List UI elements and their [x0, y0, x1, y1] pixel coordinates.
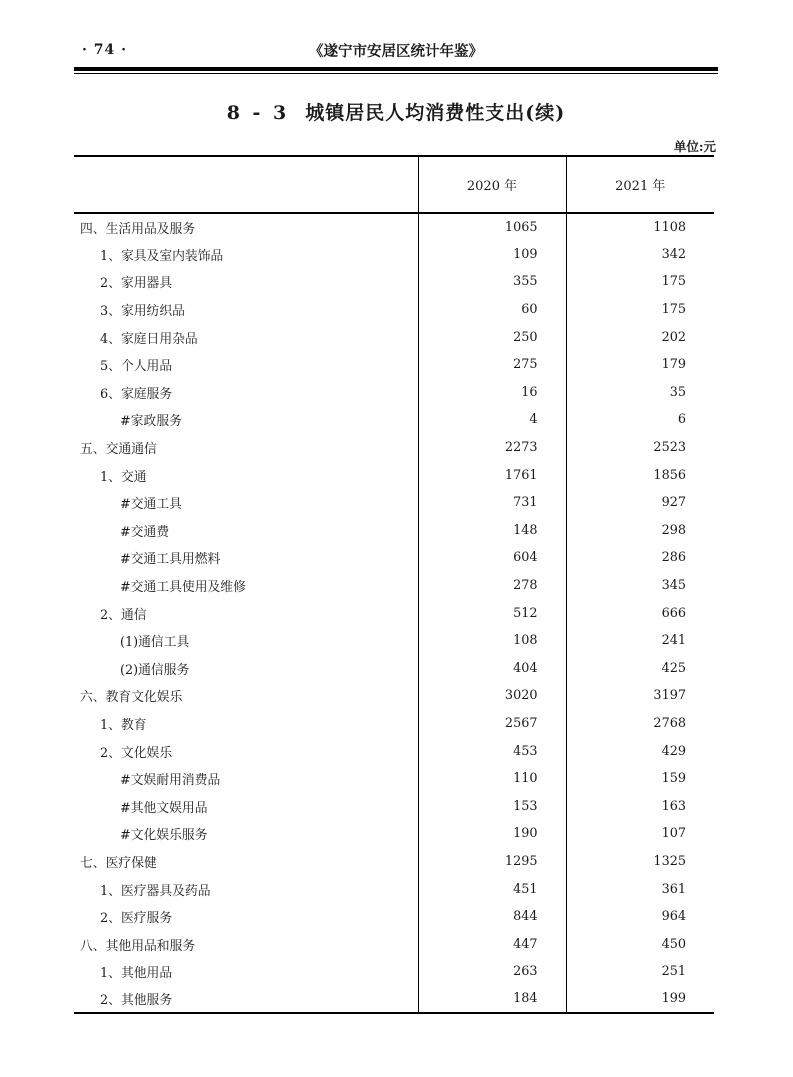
table-row	[74, 655, 714, 683]
table-row	[74, 572, 714, 600]
row-value-2020: 447	[418, 930, 566, 958]
row-value-2021: 6	[566, 406, 714, 434]
header-cell-2021: 2021 年	[566, 156, 714, 213]
page-content	[74, 40, 718, 1014]
row-label: #交通工具	[120, 497, 182, 513]
row-value-2021: 298	[566, 517, 714, 545]
page-number: · 74 ·	[82, 42, 127, 58]
row-value-2021: 425	[566, 655, 714, 683]
row-value-2020: 109	[418, 241, 566, 269]
header-rule-thin	[74, 73, 718, 74]
row-label: #交通工具使用及维修	[120, 580, 246, 596]
table-row	[74, 903, 714, 931]
row-value-2021: 927	[566, 489, 714, 517]
row-value-2020: 153	[418, 792, 566, 820]
table-row	[74, 627, 714, 655]
row-value-2020: 263	[418, 958, 566, 986]
row-label: (2)通信服务	[120, 662, 190, 678]
row-label: #交通费	[120, 524, 170, 540]
row-value-2021: 241	[566, 627, 714, 655]
row-label: 3、家用纺织品	[100, 304, 185, 320]
table-row	[74, 875, 714, 903]
row-value-2020: 844	[418, 903, 566, 931]
row-value-2021: 251	[566, 958, 714, 986]
row-value-2020: 453	[418, 737, 566, 765]
row-value-2020: 250	[418, 323, 566, 351]
row-value-2021: 202	[566, 323, 714, 351]
row-value-2020: 110	[418, 765, 566, 793]
row-value-2021: 175	[566, 296, 714, 324]
row-value-2021: 429	[566, 737, 714, 765]
table-row	[74, 765, 714, 793]
row-label: #其他文娱用品	[120, 800, 208, 816]
row-label: 1、医疗器具及药品	[100, 883, 211, 899]
table-row	[74, 930, 714, 958]
row-label: 1、交通	[100, 469, 147, 485]
row-value-2021: 286	[566, 544, 714, 572]
row-value-2021: 361	[566, 875, 714, 903]
row-value-2020: 731	[418, 489, 566, 517]
row-label: 5、个人用品	[100, 359, 173, 375]
row-label: 七、医疗保健	[80, 855, 157, 871]
header-cell-2020: 2020 年	[418, 156, 566, 213]
row-label: 4、家庭日用杂品	[100, 331, 198, 347]
table-row	[74, 406, 714, 434]
table-title	[74, 98, 718, 125]
table-title-number: 8 - 3	[226, 102, 290, 124]
table-row	[74, 820, 714, 848]
table-row	[74, 379, 714, 407]
row-value-2020: 404	[418, 655, 566, 683]
row-value-2020: 4	[418, 406, 566, 434]
row-value-2020: 1761	[418, 461, 566, 489]
row-label: 2、文化娱乐	[100, 745, 173, 761]
statistics-table	[74, 155, 714, 1014]
row-value-2021: 345	[566, 572, 714, 600]
table-row	[74, 710, 714, 738]
row-value-2021: 179	[566, 351, 714, 379]
row-label: 四、生活用品及服务	[80, 221, 196, 237]
row-label: 2、通信	[100, 607, 147, 623]
row-value-2021: 1325	[566, 848, 714, 876]
table-row	[74, 792, 714, 820]
row-value-2020: 275	[418, 351, 566, 379]
row-value-2021: 2768	[566, 710, 714, 738]
row-label: 六、教育文化娱乐	[80, 690, 183, 706]
row-label: 2、医疗服务	[100, 911, 173, 927]
table-row	[74, 737, 714, 765]
row-value-2021: 175	[566, 268, 714, 296]
row-label: 2、其他服务	[100, 993, 173, 1009]
table-row	[74, 323, 714, 351]
row-label: 八、其他用品和服务	[80, 938, 196, 954]
header-cell-indicator	[74, 156, 418, 213]
row-value-2020: 451	[418, 875, 566, 903]
table-row	[74, 544, 714, 572]
table-row	[74, 848, 714, 876]
table-row	[74, 296, 714, 324]
row-label: 6、家庭服务	[100, 386, 173, 402]
table-row	[74, 351, 714, 379]
header-double-rule	[74, 67, 718, 74]
row-label: #交通工具用燃料	[120, 552, 221, 568]
row-value-2021: 3197	[566, 682, 714, 710]
row-value-2020: 2273	[418, 434, 566, 462]
table-body	[74, 213, 714, 1013]
row-label: #文娱耐用消费品	[120, 773, 221, 789]
row-value-2021: 342	[566, 241, 714, 269]
header-rule-thick	[74, 67, 718, 71]
row-value-2021: 1108	[566, 213, 714, 241]
table-row	[74, 268, 714, 296]
row-label: #家政服务	[120, 414, 182, 430]
row-label: 2、家用器具	[100, 276, 173, 292]
row-value-2020: 190	[418, 820, 566, 848]
row-value-2020: 278	[418, 572, 566, 600]
row-label: 1、家具及室内装饰品	[100, 248, 224, 264]
row-label: 1、其他用品	[100, 966, 173, 982]
table-row	[74, 489, 714, 517]
row-value-2021: 163	[566, 792, 714, 820]
row-value-2020: 3020	[418, 682, 566, 710]
row-value-2021: 450	[566, 930, 714, 958]
table-row	[74, 986, 714, 1014]
row-label: 1、教育	[100, 717, 147, 733]
book-title: 《遂宁市安居区统计年鉴》	[309, 43, 483, 60]
row-value-2020: 2567	[418, 710, 566, 738]
row-label: (1)通信工具	[120, 635, 190, 651]
row-value-2020: 512	[418, 599, 566, 627]
table-row	[74, 517, 714, 545]
row-value-2020: 16	[418, 379, 566, 407]
row-value-2020: 60	[418, 296, 566, 324]
table-row	[74, 461, 714, 489]
row-value-2021: 964	[566, 903, 714, 931]
table-row	[74, 213, 714, 241]
row-value-2021: 199	[566, 986, 714, 1014]
row-value-2021: 35	[566, 379, 714, 407]
row-value-2020: 1295	[418, 848, 566, 876]
row-value-2021: 159	[566, 765, 714, 793]
table-row	[74, 599, 714, 627]
row-value-2020: 148	[418, 517, 566, 545]
row-label: 五、交通通信	[80, 442, 157, 458]
row-label: #文化娱乐服务	[120, 828, 208, 844]
row-value-2021: 2523	[566, 434, 714, 462]
running-head	[74, 40, 718, 64]
row-value-2021: 666	[566, 599, 714, 627]
row-value-2020: 1065	[418, 213, 566, 241]
row-value-2021: 1856	[566, 461, 714, 489]
row-value-2021: 107	[566, 820, 714, 848]
table-row	[74, 682, 714, 710]
unit-label: 单位:元	[673, 139, 716, 154]
row-value-2020: 604	[418, 544, 566, 572]
table-row	[74, 958, 714, 986]
table-row	[74, 241, 714, 269]
table-row	[74, 434, 714, 462]
table-title-text: 城镇居民人均消费性支出(续)	[305, 102, 566, 124]
row-value-2020: 108	[418, 627, 566, 655]
table-header	[74, 156, 714, 213]
row-value-2020: 184	[418, 986, 566, 1014]
row-value-2020: 355	[418, 268, 566, 296]
